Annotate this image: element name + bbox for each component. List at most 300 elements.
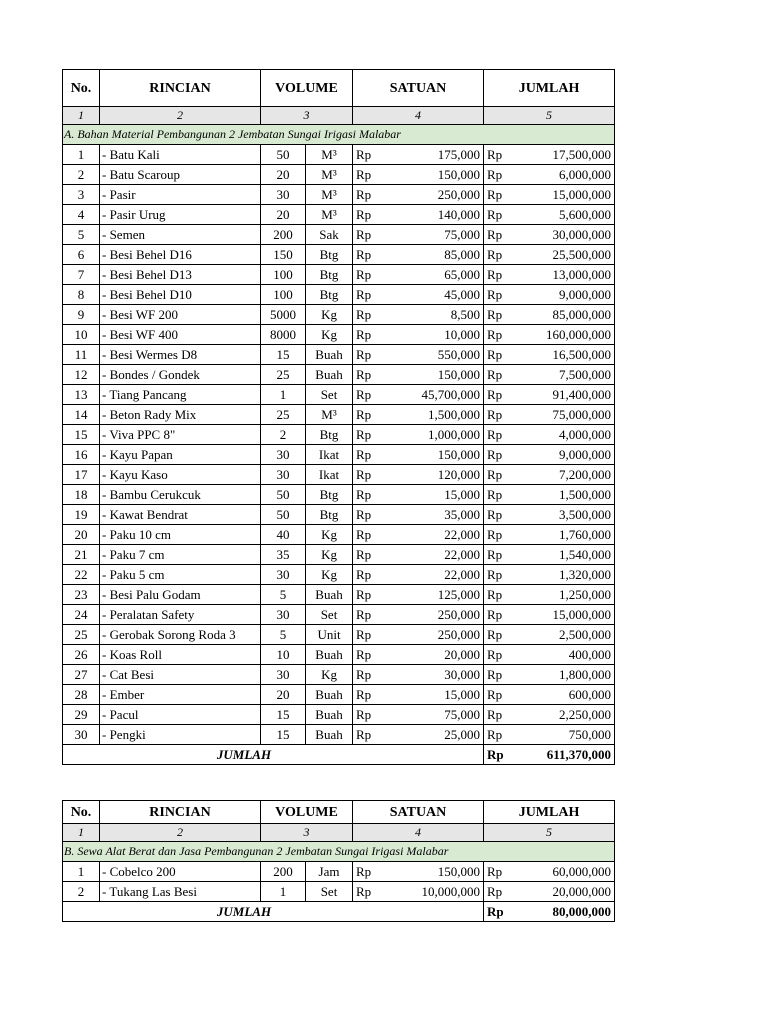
line-total: 16,500,000 xyxy=(514,345,615,365)
total-currency: Rp xyxy=(484,725,514,745)
price-currency: Rp xyxy=(353,385,385,405)
line-total: 160,000,000 xyxy=(514,325,615,345)
index-cell: 2 xyxy=(100,824,261,842)
item-name: - Ember xyxy=(100,685,261,705)
total-currency: Rp xyxy=(484,445,514,465)
unit-price: 150,000 xyxy=(385,445,484,465)
total-label: JUMLAH xyxy=(63,902,484,922)
total-currency: Rp xyxy=(484,505,514,525)
price-currency: Rp xyxy=(353,445,385,465)
row-number: 1 xyxy=(63,862,100,882)
table-row xyxy=(63,605,615,625)
line-total: 6,000,000 xyxy=(514,165,615,185)
unit-price: 15,000 xyxy=(385,685,484,705)
unit-value: Btg xyxy=(306,245,353,265)
table-row xyxy=(63,345,615,365)
grand-total: 80,000,000 xyxy=(514,902,615,922)
table-row xyxy=(63,485,615,505)
total-currency: Rp xyxy=(484,305,514,325)
item-name: - Viva PPC 8" xyxy=(100,425,261,445)
table-row xyxy=(63,245,615,265)
volume-value: 20 xyxy=(261,685,306,705)
section-title: A. Bahan Material Pembangunan 2 Jembatan Sungai Irigasi Malabar xyxy=(63,125,615,145)
table-row xyxy=(63,725,615,745)
unit-value: Kg xyxy=(306,665,353,685)
item-name: - Paku 10 cm xyxy=(100,525,261,545)
total-label: JUMLAH xyxy=(63,745,484,765)
index-cell: 4 xyxy=(353,824,484,842)
item-name: - Bondes / Gondek xyxy=(100,365,261,385)
total-currency: Rp xyxy=(484,185,514,205)
total-currency: Rp xyxy=(484,745,514,765)
unit-value: Btg xyxy=(306,505,353,525)
col-header-rincian: RINCIAN xyxy=(100,70,261,107)
unit-value: Jam xyxy=(306,862,353,882)
unit-price: 550,000 xyxy=(385,345,484,365)
total-currency: Rp xyxy=(484,405,514,425)
row-number: 13 xyxy=(63,385,100,405)
unit-price: 15,000 xyxy=(385,485,484,505)
row-number: 5 xyxy=(63,225,100,245)
row-number: 9 xyxy=(63,305,100,325)
total-currency: Rp xyxy=(484,345,514,365)
unit-value: Kg xyxy=(306,545,353,565)
section-title-row xyxy=(63,842,615,862)
item-name: - Kayu Papan xyxy=(100,445,261,465)
volume-value: 30 xyxy=(261,185,306,205)
price-currency: Rp xyxy=(353,285,385,305)
table-row xyxy=(63,145,615,165)
volume-value: 20 xyxy=(261,205,306,225)
table-row xyxy=(63,705,615,725)
row-number: 12 xyxy=(63,365,100,385)
index-cell: 3 xyxy=(261,107,353,125)
item-name: - Pasir Urug xyxy=(100,205,261,225)
total-row xyxy=(63,902,615,922)
row-number: 22 xyxy=(63,565,100,585)
unit-price: 150,000 xyxy=(385,862,484,882)
row-number: 1 xyxy=(63,145,100,165)
price-currency: Rp xyxy=(353,465,385,485)
price-currency: Rp xyxy=(353,705,385,725)
col-header-no: No. xyxy=(63,801,100,824)
total-currency: Rp xyxy=(484,645,514,665)
table-row xyxy=(63,862,615,882)
col-header-jumlah: JUMLAH xyxy=(484,801,615,824)
line-total: 85,000,000 xyxy=(514,305,615,325)
total-currency: Rp xyxy=(484,862,514,882)
total-currency: Rp xyxy=(484,145,514,165)
table-row xyxy=(63,445,615,465)
volume-value: 8000 xyxy=(261,325,306,345)
item-name: - Pengki xyxy=(100,725,261,745)
col-header-volume: VOLUME xyxy=(261,801,353,824)
index-cell: 1 xyxy=(63,824,100,842)
line-total: 9,000,000 xyxy=(514,285,615,305)
index-row xyxy=(63,107,615,125)
row-number: 11 xyxy=(63,345,100,365)
item-name: - Paku 5 cm xyxy=(100,565,261,585)
item-name: - Tiang Pancang xyxy=(100,385,261,405)
volume-value: 15 xyxy=(261,345,306,365)
row-number: 8 xyxy=(63,285,100,305)
row-number: 2 xyxy=(63,882,100,902)
unit-value: Buah xyxy=(306,705,353,725)
table-row xyxy=(63,385,615,405)
row-number: 20 xyxy=(63,525,100,545)
item-name: - Peralatan Safety xyxy=(100,605,261,625)
volume-value: 10 xyxy=(261,645,306,665)
item-name: - Koas Roll xyxy=(100,645,261,665)
unit-price: 1,000,000 xyxy=(385,425,484,445)
volume-value: 1 xyxy=(261,882,306,902)
price-currency: Rp xyxy=(353,365,385,385)
item-name: - Gerobak Sorong Roda 3 xyxy=(100,625,261,645)
unit-price: 150,000 xyxy=(385,365,484,385)
line-total: 75,000,000 xyxy=(514,405,615,425)
volume-value: 30 xyxy=(261,465,306,485)
price-currency: Rp xyxy=(353,325,385,345)
unit-value: M³ xyxy=(306,185,353,205)
total-currency: Rp xyxy=(484,705,514,725)
table-row xyxy=(63,465,615,485)
unit-value: Buah xyxy=(306,725,353,745)
row-number: 25 xyxy=(63,625,100,645)
line-total: 17,500,000 xyxy=(514,145,615,165)
price-currency: Rp xyxy=(353,305,385,325)
table-row xyxy=(63,425,615,445)
line-total: 4,000,000 xyxy=(514,425,615,445)
unit-price: 10,000,000 xyxy=(385,882,484,902)
table-row xyxy=(63,685,615,705)
header-row xyxy=(63,70,615,107)
unit-value: Buah xyxy=(306,645,353,665)
total-currency: Rp xyxy=(484,165,514,185)
index-cell: 5 xyxy=(484,824,615,842)
unit-price: 175,000 xyxy=(385,145,484,165)
volume-value: 15 xyxy=(261,725,306,745)
line-total: 2,500,000 xyxy=(514,625,615,645)
unit-price: 150,000 xyxy=(385,165,484,185)
unit-value: M³ xyxy=(306,165,353,185)
unit-value: Btg xyxy=(306,265,353,285)
item-name: - Semen xyxy=(100,225,261,245)
volume-value: 50 xyxy=(261,485,306,505)
total-currency: Rp xyxy=(484,665,514,685)
col-header-no: No. xyxy=(63,70,100,107)
table-row xyxy=(63,545,615,565)
volume-value: 30 xyxy=(261,605,306,625)
unit-value: Btg xyxy=(306,285,353,305)
section-title: B. Sewa Alat Berat dan Jasa Pembangunan 2 Jembatan Sungai Irigasi Malabar xyxy=(63,842,615,862)
table-row xyxy=(63,665,615,685)
table-row xyxy=(63,305,615,325)
index-cell: 4 xyxy=(353,107,484,125)
table-row xyxy=(63,625,615,645)
table-row xyxy=(63,505,615,525)
line-total: 1,760,000 xyxy=(514,525,615,545)
unit-value: M³ xyxy=(306,145,353,165)
unit-price: 120,000 xyxy=(385,465,484,485)
unit-price: 22,000 xyxy=(385,565,484,585)
item-name: - Besi Behel D13 xyxy=(100,265,261,285)
line-total: 25,500,000 xyxy=(514,245,615,265)
item-name: - Paku 7 cm xyxy=(100,545,261,565)
volume-value: 35 xyxy=(261,545,306,565)
total-currency: Rp xyxy=(484,685,514,705)
unit-value: Set xyxy=(306,385,353,405)
row-number: 2 xyxy=(63,165,100,185)
unit-value: Kg xyxy=(306,565,353,585)
volume-value: 50 xyxy=(261,145,306,165)
total-currency: Rp xyxy=(484,425,514,445)
col-header-satuan: SATUAN xyxy=(353,801,484,824)
col-header-volume: VOLUME xyxy=(261,70,353,107)
total-currency: Rp xyxy=(484,545,514,565)
total-row xyxy=(63,745,615,765)
total-currency: Rp xyxy=(484,285,514,305)
total-currency: Rp xyxy=(484,585,514,605)
price-currency: Rp xyxy=(353,605,385,625)
row-number: 10 xyxy=(63,325,100,345)
line-total: 15,000,000 xyxy=(514,185,615,205)
item-name: - Besi Behel D16 xyxy=(100,245,261,265)
row-number: 6 xyxy=(63,245,100,265)
unit-price: 65,000 xyxy=(385,265,484,285)
price-currency: Rp xyxy=(353,725,385,745)
grand-total: 611,370,000 xyxy=(514,745,615,765)
table-row xyxy=(63,882,615,902)
volume-value: 20 xyxy=(261,165,306,185)
price-currency: Rp xyxy=(353,882,385,902)
line-total: 1,500,000 xyxy=(514,485,615,505)
total-currency: Rp xyxy=(484,525,514,545)
unit-price: 85,000 xyxy=(385,245,484,265)
table-row xyxy=(63,225,615,245)
unit-price: 125,000 xyxy=(385,585,484,605)
volume-value: 2 xyxy=(261,425,306,445)
rental-service-table xyxy=(62,800,615,922)
unit-price: 45,000 xyxy=(385,285,484,305)
price-currency: Rp xyxy=(353,505,385,525)
table-row xyxy=(63,205,615,225)
line-total: 7,200,000 xyxy=(514,465,615,485)
item-name: - Tukang Las Besi xyxy=(100,882,261,902)
price-currency: Rp xyxy=(353,265,385,285)
row-number: 4 xyxy=(63,205,100,225)
col-header-jumlah: JUMLAH xyxy=(484,70,615,107)
unit-value: M³ xyxy=(306,405,353,425)
volume-value: 25 xyxy=(261,365,306,385)
row-number: 24 xyxy=(63,605,100,625)
unit-price: 22,000 xyxy=(385,525,484,545)
section-title-row xyxy=(63,125,615,145)
line-total: 13,000,000 xyxy=(514,265,615,285)
unit-value: Kg xyxy=(306,305,353,325)
item-name: - Besi WF 200 xyxy=(100,305,261,325)
volume-value: 100 xyxy=(261,285,306,305)
unit-value: Buah xyxy=(306,345,353,365)
line-total: 15,000,000 xyxy=(514,605,615,625)
row-number: 7 xyxy=(63,265,100,285)
row-number: 14 xyxy=(63,405,100,425)
unit-value: Set xyxy=(306,882,353,902)
row-number: 21 xyxy=(63,545,100,565)
item-name: - Besi Palu Godam xyxy=(100,585,261,605)
line-total: 3,500,000 xyxy=(514,505,615,525)
line-total: 1,250,000 xyxy=(514,585,615,605)
table-row xyxy=(63,285,615,305)
unit-price: 22,000 xyxy=(385,545,484,565)
unit-value: Unit xyxy=(306,625,353,645)
total-currency: Rp xyxy=(484,465,514,485)
line-total: 20,000,000 xyxy=(514,882,615,902)
total-currency: Rp xyxy=(484,902,514,922)
price-currency: Rp xyxy=(353,585,385,605)
item-name: - Besi Behel D10 xyxy=(100,285,261,305)
line-total: 600,000 xyxy=(514,685,615,705)
volume-value: 30 xyxy=(261,665,306,685)
total-currency: Rp xyxy=(484,205,514,225)
volume-value: 100 xyxy=(261,265,306,285)
unit-price: 30,000 xyxy=(385,665,484,685)
line-total: 91,400,000 xyxy=(514,385,615,405)
volume-value: 5 xyxy=(261,625,306,645)
table-row xyxy=(63,325,615,345)
total-currency: Rp xyxy=(484,325,514,345)
col-header-rincian: RINCIAN xyxy=(100,801,261,824)
price-currency: Rp xyxy=(353,665,385,685)
price-currency: Rp xyxy=(353,185,385,205)
item-name: - Pacul xyxy=(100,705,261,725)
unit-value: Ikat xyxy=(306,465,353,485)
item-name: - Cat Besi xyxy=(100,665,261,685)
price-currency: Rp xyxy=(353,425,385,445)
unit-price: 25,000 xyxy=(385,725,484,745)
line-total: 1,320,000 xyxy=(514,565,615,585)
price-currency: Rp xyxy=(353,545,385,565)
item-name: - Besi Wermes D8 xyxy=(100,345,261,365)
row-number: 19 xyxy=(63,505,100,525)
row-number: 28 xyxy=(63,685,100,705)
unit-value: Buah xyxy=(306,685,353,705)
row-number: 27 xyxy=(63,665,100,685)
price-currency: Rp xyxy=(353,565,385,585)
unit-value: Buah xyxy=(306,585,353,605)
unit-value: Ikat xyxy=(306,445,353,465)
line-total: 7,500,000 xyxy=(514,365,615,385)
total-currency: Rp xyxy=(484,225,514,245)
line-total: 750,000 xyxy=(514,725,615,745)
price-currency: Rp xyxy=(353,862,385,882)
row-number: 23 xyxy=(63,585,100,605)
unit-price: 250,000 xyxy=(385,605,484,625)
line-total: 1,540,000 xyxy=(514,545,615,565)
unit-value: Kg xyxy=(306,525,353,545)
price-currency: Rp xyxy=(353,525,385,545)
unit-price: 140,000 xyxy=(385,205,484,225)
volume-value: 150 xyxy=(261,245,306,265)
unit-price: 250,000 xyxy=(385,185,484,205)
row-number: 30 xyxy=(63,725,100,745)
total-currency: Rp xyxy=(484,625,514,645)
table-row xyxy=(63,365,615,385)
unit-value: Set xyxy=(306,605,353,625)
index-cell: 5 xyxy=(484,107,615,125)
total-currency: Rp xyxy=(484,485,514,505)
total-currency: Rp xyxy=(484,605,514,625)
item-name: - Cobelco 200 xyxy=(100,862,261,882)
unit-price: 45,700,000 xyxy=(385,385,484,405)
unit-price: 10,000 xyxy=(385,325,484,345)
line-total: 2,250,000 xyxy=(514,705,615,725)
price-currency: Rp xyxy=(353,685,385,705)
price-currency: Rp xyxy=(353,345,385,365)
line-total: 9,000,000 xyxy=(514,445,615,465)
item-name: - Kawat Bendrat xyxy=(100,505,261,525)
line-total: 30,000,000 xyxy=(514,225,615,245)
unit-price: 20,000 xyxy=(385,645,484,665)
price-currency: Rp xyxy=(353,205,385,225)
row-number: 3 xyxy=(63,185,100,205)
table-row xyxy=(63,645,615,665)
index-cell: 1 xyxy=(63,107,100,125)
volume-value: 5000 xyxy=(261,305,306,325)
row-number: 26 xyxy=(63,645,100,665)
item-name: - Batu Scaroup xyxy=(100,165,261,185)
volume-value: 30 xyxy=(261,445,306,465)
volume-value: 30 xyxy=(261,565,306,585)
table-row xyxy=(63,165,615,185)
price-currency: Rp xyxy=(353,165,385,185)
volume-value: 5 xyxy=(261,585,306,605)
volume-value: 200 xyxy=(261,862,306,882)
line-total: 1,800,000 xyxy=(514,665,615,685)
line-total: 5,600,000 xyxy=(514,205,615,225)
table-row xyxy=(63,185,615,205)
unit-price: 8,500 xyxy=(385,305,484,325)
volume-value: 25 xyxy=(261,405,306,425)
item-name: - Kayu Kaso xyxy=(100,465,261,485)
item-name: - Besi WF 400 xyxy=(100,325,261,345)
row-number: 29 xyxy=(63,705,100,725)
price-currency: Rp xyxy=(353,225,385,245)
unit-value: M³ xyxy=(306,205,353,225)
table-row xyxy=(63,585,615,605)
unit-price: 1,500,000 xyxy=(385,405,484,425)
col-header-satuan: SATUAN xyxy=(353,70,484,107)
total-currency: Rp xyxy=(484,245,514,265)
line-total: 60,000,000 xyxy=(514,862,615,882)
total-currency: Rp xyxy=(484,265,514,285)
unit-value: Btg xyxy=(306,485,353,505)
volume-value: 1 xyxy=(261,385,306,405)
item-name: - Bambu Cerukcuk xyxy=(100,485,261,505)
price-currency: Rp xyxy=(353,625,385,645)
item-name: - Pasir xyxy=(100,185,261,205)
total-currency: Rp xyxy=(484,365,514,385)
unit-value: Btg xyxy=(306,425,353,445)
line-total: 400,000 xyxy=(514,645,615,665)
volume-value: 15 xyxy=(261,705,306,725)
unit-value: Sak xyxy=(306,225,353,245)
table-row xyxy=(63,525,615,545)
total-currency: Rp xyxy=(484,565,514,585)
index-cell: 2 xyxy=(100,107,261,125)
table-row xyxy=(63,405,615,425)
total-currency: Rp xyxy=(484,385,514,405)
index-cell: 3 xyxy=(261,824,353,842)
